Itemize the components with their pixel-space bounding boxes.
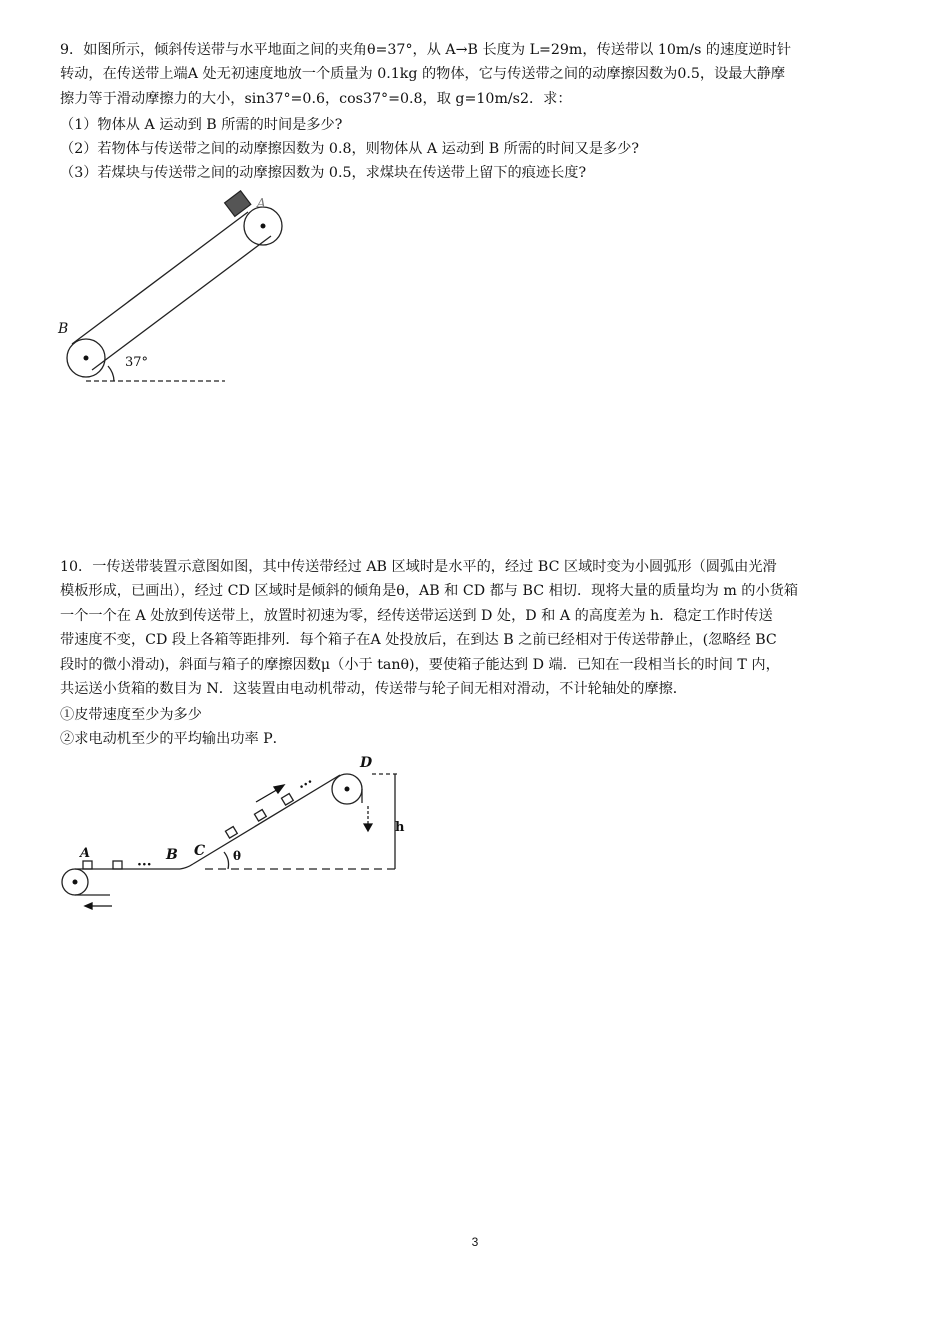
question-10-line: 模板形成，已画出），经过 CD 区域时是倾斜的倾角是θ，AB 和 CD 都与 BC 相切．现将大量的质量均为 m 的小货箱 [60,583,799,600]
box-icon [113,861,122,869]
pulley-bottom-axle [84,356,89,361]
figure-10-conveyor-system [50,748,420,913]
label-b: B [166,847,178,863]
question-9-text [60,38,896,111]
question-9-line: 9．如图所示，倾斜传送带与水平地面之间的夹角θ=37°，从 A→B 长度为 L=29m，传送带以 10m/s 的速度逆时针 [60,42,792,58]
box-icon [225,827,237,838]
belt-incline [193,775,340,864]
question-10-sub-1: ①皮带速度至少为多少 [60,707,202,723]
label-b: B [58,321,69,337]
belt-lower-line [92,236,271,370]
box-icon [83,861,92,869]
question-10-line: 带速度不变，CD 段上各箱等距排列．每个箱子在A 处投放后，在到达 B 之前已经相对于传送带静止，(忽略经 BC [60,632,777,649]
pulley-d-axle [345,787,350,792]
angle-arc [108,366,114,381]
question-10-text [60,555,896,701]
label-a: A [257,196,266,210]
page-number: 3 [471,1235,479,1249]
label-h: h [395,820,405,835]
box-icon [281,794,293,805]
label-theta: θ [233,849,242,863]
question-9-line: 转动，在传送带上端A 处无初速度地放一个质量为 0.1kg 的物体，它与传送带之间的动摩擦因数为0.5，设最大静摩 [60,66,786,83]
label-d: D [360,755,373,771]
return-arrowhead [85,903,92,909]
question-9-sub-1: （1）物体从 A 运动到 B 所需的时间是多少? [60,117,343,133]
question-10-line: 10．一传送带装置示意图如图，其中传送带经过 AB 区域时是水平的，经过 BC 区域时变为小圆弧形（圆弧由光滑 [60,559,777,575]
dots-incline: ··· [295,774,317,796]
question-10-sub-2: ②求电动机至少的平均输出功率 P． [60,731,287,747]
dots-horizontal: ··· [137,857,152,873]
figure-9-incline-conveyor [50,190,300,390]
question-10-line: 段时的微小滑动)，斜面与箱子的摩擦因数μ（小于 tanθ)，要使箱子能达到 D 端．已知在一段相当长的时间 T 内， [60,656,780,673]
question-10-line: 一个一个在 A 处放到传送带上，放置时初速为零，经传送带运送到 D 处，D 和 A 的高度差为 h．稳定工作时传送 [60,607,773,624]
label-a: A [80,846,91,861]
label-angle: 37° [125,355,149,370]
theta-arc [224,852,228,869]
question-9-sub-2: （2）若物体与传送带之间的动摩擦因数为 0.8，则物体从 A 运动到 B 所需的时间又是多少? [60,141,639,157]
belt-arc-bc [180,864,193,869]
down-arrowhead [364,824,372,831]
box-icon [254,810,266,821]
question-9-sub-3: （3）若煤块与传送带之间的动摩擦因数为 0.5，求煤块在传送带上留下的痕迹长度? [60,165,587,181]
question-9-line: 擦力等于滑动摩擦力的大小，sin37°=0.6，cos37°=0.8，取 g=10m/s2．求： [60,90,572,107]
label-c: C [194,843,206,859]
belt-upper-line [72,212,248,344]
pulley-a-axle [73,880,78,885]
pulley-top-axle [261,224,266,229]
incline-arrowhead [274,785,284,793]
question-10-line: 共运送小货箱的数目为 N．这装置由电动机带动，传送带与轮子间无相对滑动，不计轮轴处的摩擦． [60,681,687,698]
